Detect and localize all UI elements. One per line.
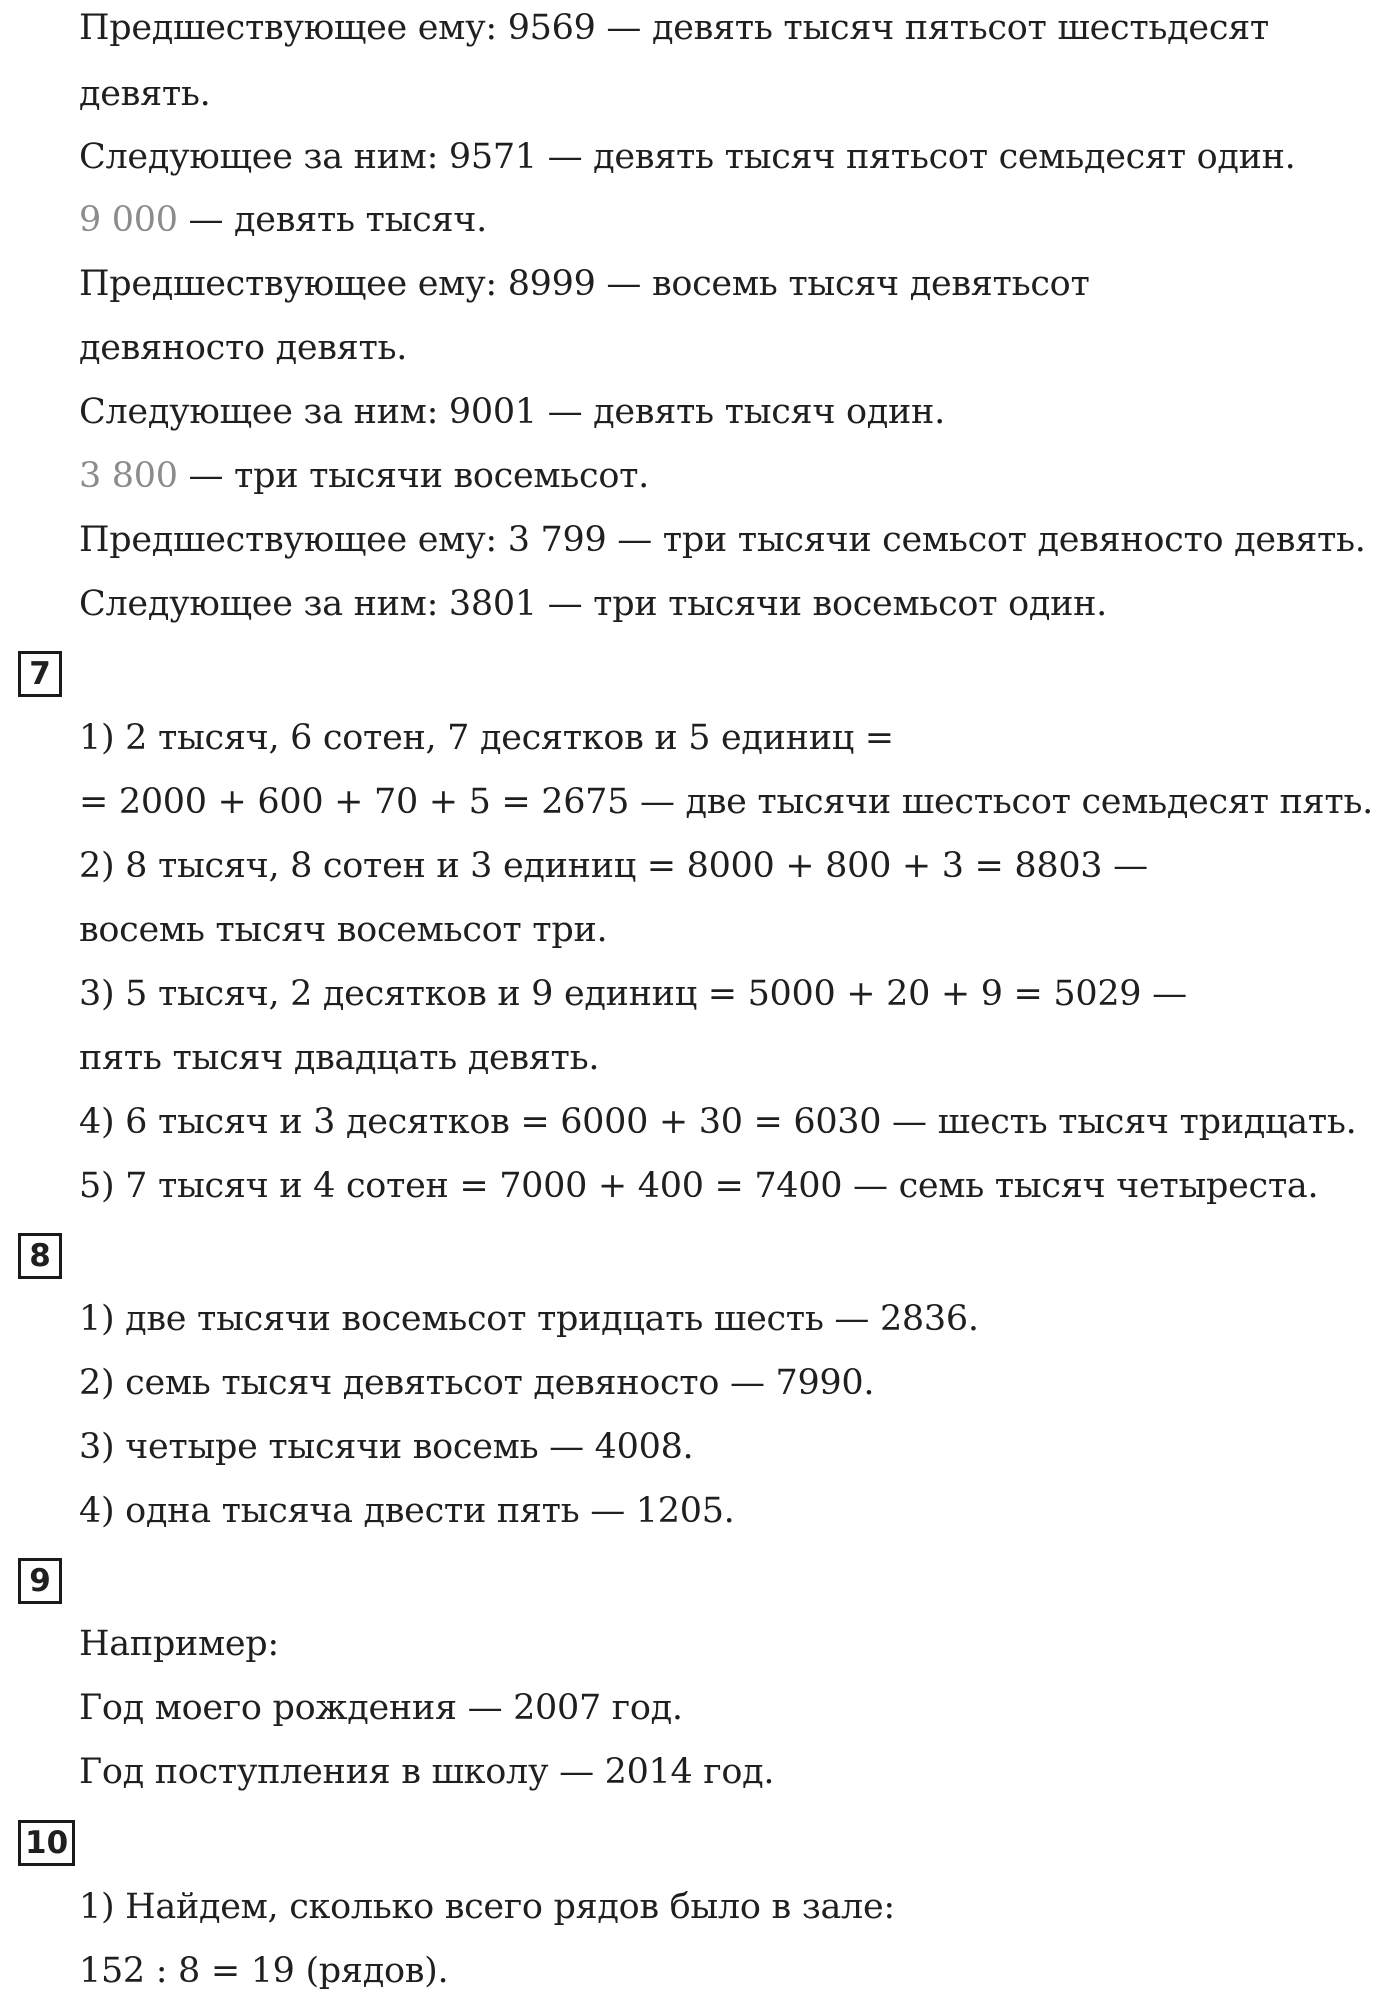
text-line: 2) семь тысяч девятьсот девяносто — 7990. — [79, 1363, 875, 1403]
highlighted-number: 9 000 — [79, 200, 178, 240]
number-description: — три тысячи восемьсот. — [177, 456, 650, 496]
text-line: Следующее за ним: 9001 — девять тысяч один. — [79, 392, 945, 432]
text-line: 4) 6 тысяч и 3 десятков = 6000 + 30 = 6030 — шесть тысяч тридцать. — [79, 1102, 1357, 1142]
number-description: — девять тысяч. — [177, 200, 487, 240]
text-line: Год поступления в школу — 2014 год. — [79, 1752, 775, 1792]
text-line: девять. — [79, 74, 211, 114]
text-line: Год моего рождения — 2007 год. — [79, 1688, 683, 1728]
text-line: пять тысяч двадцать девять. — [79, 1038, 600, 1078]
task-number-badge: 10 — [18, 1820, 75, 1866]
text-line: Следующее за ним: 3801 — три тысячи восемьсот один. — [79, 584, 1107, 624]
text-line — [79, 454, 649, 498]
text-line: 152 : 8 = 19 (рядов). — [79, 1951, 449, 1991]
text-line: Предшествующее ему: 3 799 — три тысячи семьсот девяносто девять. — [79, 520, 1366, 560]
text-line: Например: — [79, 1624, 279, 1664]
task-number-badge: 7 — [18, 651, 62, 697]
text-line: восемь тысяч восемьсот три. — [79, 910, 608, 950]
text-line — [79, 198, 487, 242]
task-number-badge: 9 — [18, 1558, 62, 1604]
text-line: 1) Найдем, сколько всего рядов было в зале: — [79, 1887, 895, 1927]
highlighted-number: 3 800 — [79, 456, 178, 496]
task-number-badge: 8 — [18, 1233, 62, 1279]
text-line: девяносто девять. — [79, 328, 408, 368]
text-line: Предшествующее ему: 9569 — девять тысяч пятьсот шестьдесят — [79, 8, 1269, 48]
text-line: 3) четыре тысячи восемь — 4008. — [79, 1427, 694, 1467]
text-line: 5) 7 тысяч и 4 сотен = 7000 + 400 = 7400 — семь тысяч четыреста. — [79, 1166, 1319, 1206]
text-line: 1) 2 тысяч, 6 сотен, 7 десятков и 5 единиц = — [79, 718, 894, 758]
text-line: 3) 5 тысяч, 2 десятков и 9 единиц = 5000 + 20 + 9 = 5029 — — [79, 974, 1187, 1014]
text-line: Следующее за ним: 9571 — девять тысяч пятьсот семьдесят один. — [79, 137, 1296, 177]
text-line: = 2000 + 600 + 70 + 5 = 2675 — две тысячи шестьсот семьдесят пять. — [79, 782, 1373, 822]
text-line: 1) две тысячи восемьсот тридцать шесть — 2836. — [79, 1299, 979, 1339]
text-line: Предшествующее ему: 8999 — восемь тысяч девятьсот — [79, 264, 1090, 304]
text-line: 2) 8 тысяч, 8 сотен и 3 единиц = 8000 + 800 + 3 = 8803 — — [79, 846, 1148, 886]
text-line: 4) одна тысяча двести пять — 1205. — [79, 1491, 735, 1531]
